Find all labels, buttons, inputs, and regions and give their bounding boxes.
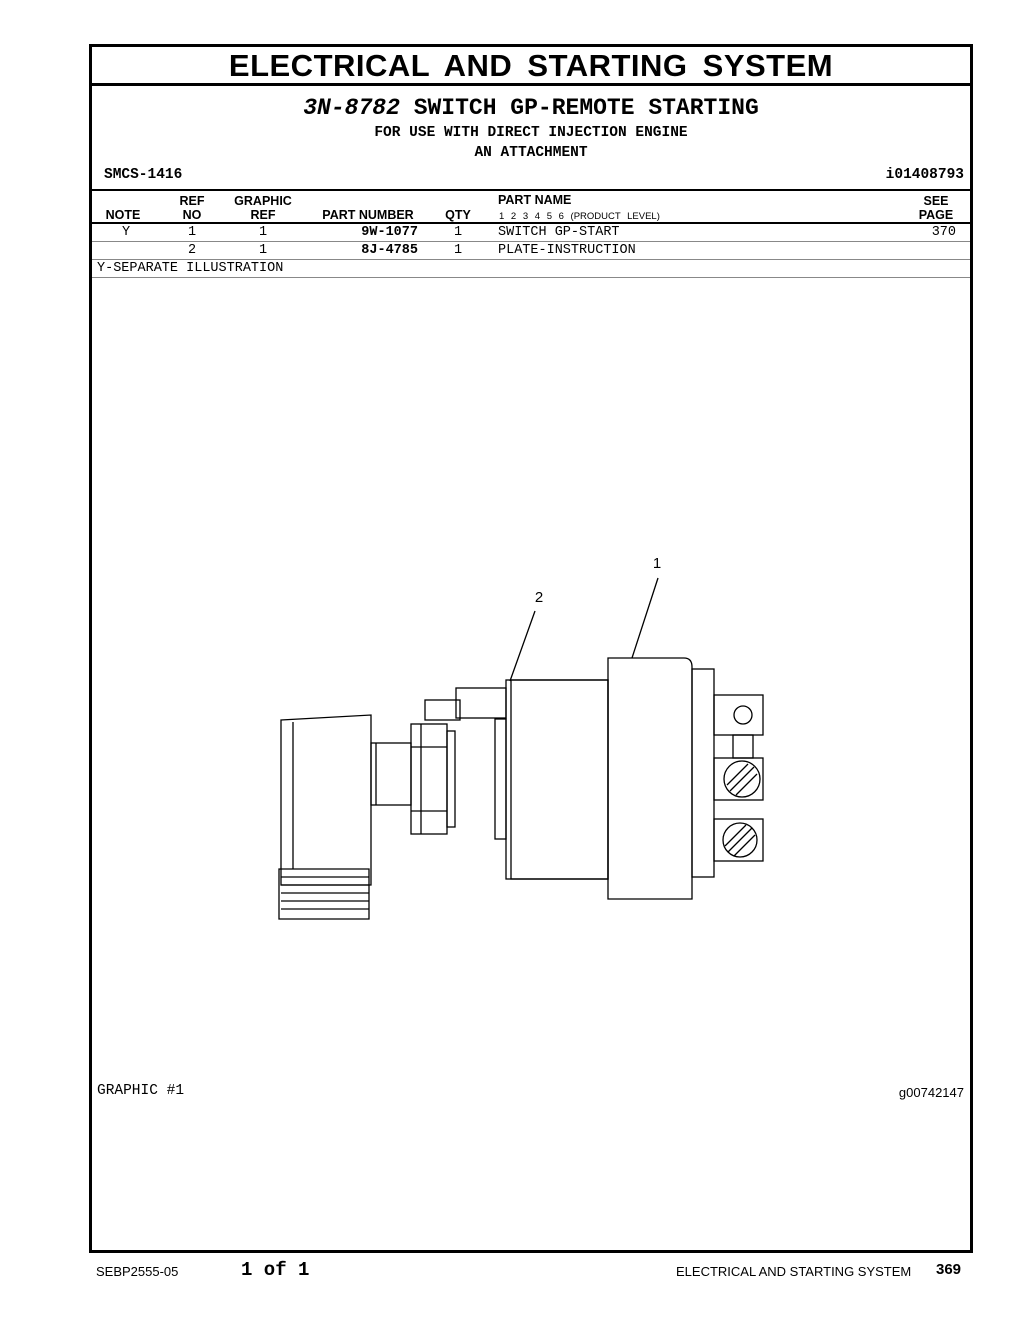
col-header-graphic-bottom: REF [250,208,276,222]
document-id: i01408793 [885,167,964,183]
col-header-part-name: PART NAME [498,193,572,207]
callout-leader-1 [632,578,658,658]
footer-doc-number: SEBP2555-05 [96,1264,179,1279]
col-header-see-top: SEE [923,194,949,208]
page-frame [89,44,973,1253]
part-number-heading: 3N-8782 [303,95,400,121]
row2-ref: 2 [187,243,197,258]
row1-part-name: SWITCH GP-START [498,225,620,240]
subtitle-usage: FOR USE WITH DIRECT INJECTION ENGINE [374,125,688,141]
nut-drawing [411,688,506,839]
row2-part-name: PLATE-INSTRUCTION [498,243,636,258]
graphic-label: GRAPHIC #1 [97,1083,185,1099]
row1-qty: 1 [453,225,463,240]
row1-graphic-ref: 1 [258,225,268,240]
col-header-see-bottom: PAGE [918,208,954,222]
subtitle-attachment: AN ATTACHMENT [474,145,588,161]
smcs-code: SMCS-1416 [104,167,183,183]
callout-leader-2 [510,611,535,681]
footer-page-of: 1 of 1 [241,1259,310,1281]
graphic-id: g00742147 [898,1085,964,1100]
row2-qty: 1 [453,243,463,258]
col-header-qty: QTY [445,208,471,222]
row1-see-page: 370 [931,225,956,240]
row2-part-number: 8J-4785 [361,243,418,258]
col-header-ref-bottom: NO [182,208,202,222]
note-legend: Y-SEPARATE ILLUSTRATION [97,261,284,276]
col-header-ref-top: REF [179,194,205,208]
knob-drawing [279,715,411,919]
terminals-drawing [714,695,763,861]
switch-illustration [92,47,970,1250]
col-header-note: NOTE [105,208,141,222]
callout-1: 1 [652,555,662,572]
row1-note: Y [121,225,131,240]
callout-2: 2 [534,589,544,606]
body-drawing [506,658,714,899]
row1-part-number: 9W-1077 [361,225,418,240]
col-header-part-number: PART NUMBER [322,208,414,222]
col-header-graphic-top: GRAPHIC [234,194,292,208]
footer-section: ELECTRICAL AND STARTING SYSTEM [676,1264,912,1279]
row2-graphic-ref: 1 [258,243,268,258]
row1-ref: 1 [187,225,197,240]
section-title: ELECTRICAL AND STARTING SYSTEM [92,47,970,86]
product-level-scale: 1 2 3 4 5 6 (PRODUCT LEVEL) [499,211,660,222]
footer-page-number: 369 [936,1261,962,1278]
part-title: SWITCH GP-REMOTE STARTING [413,95,759,121]
